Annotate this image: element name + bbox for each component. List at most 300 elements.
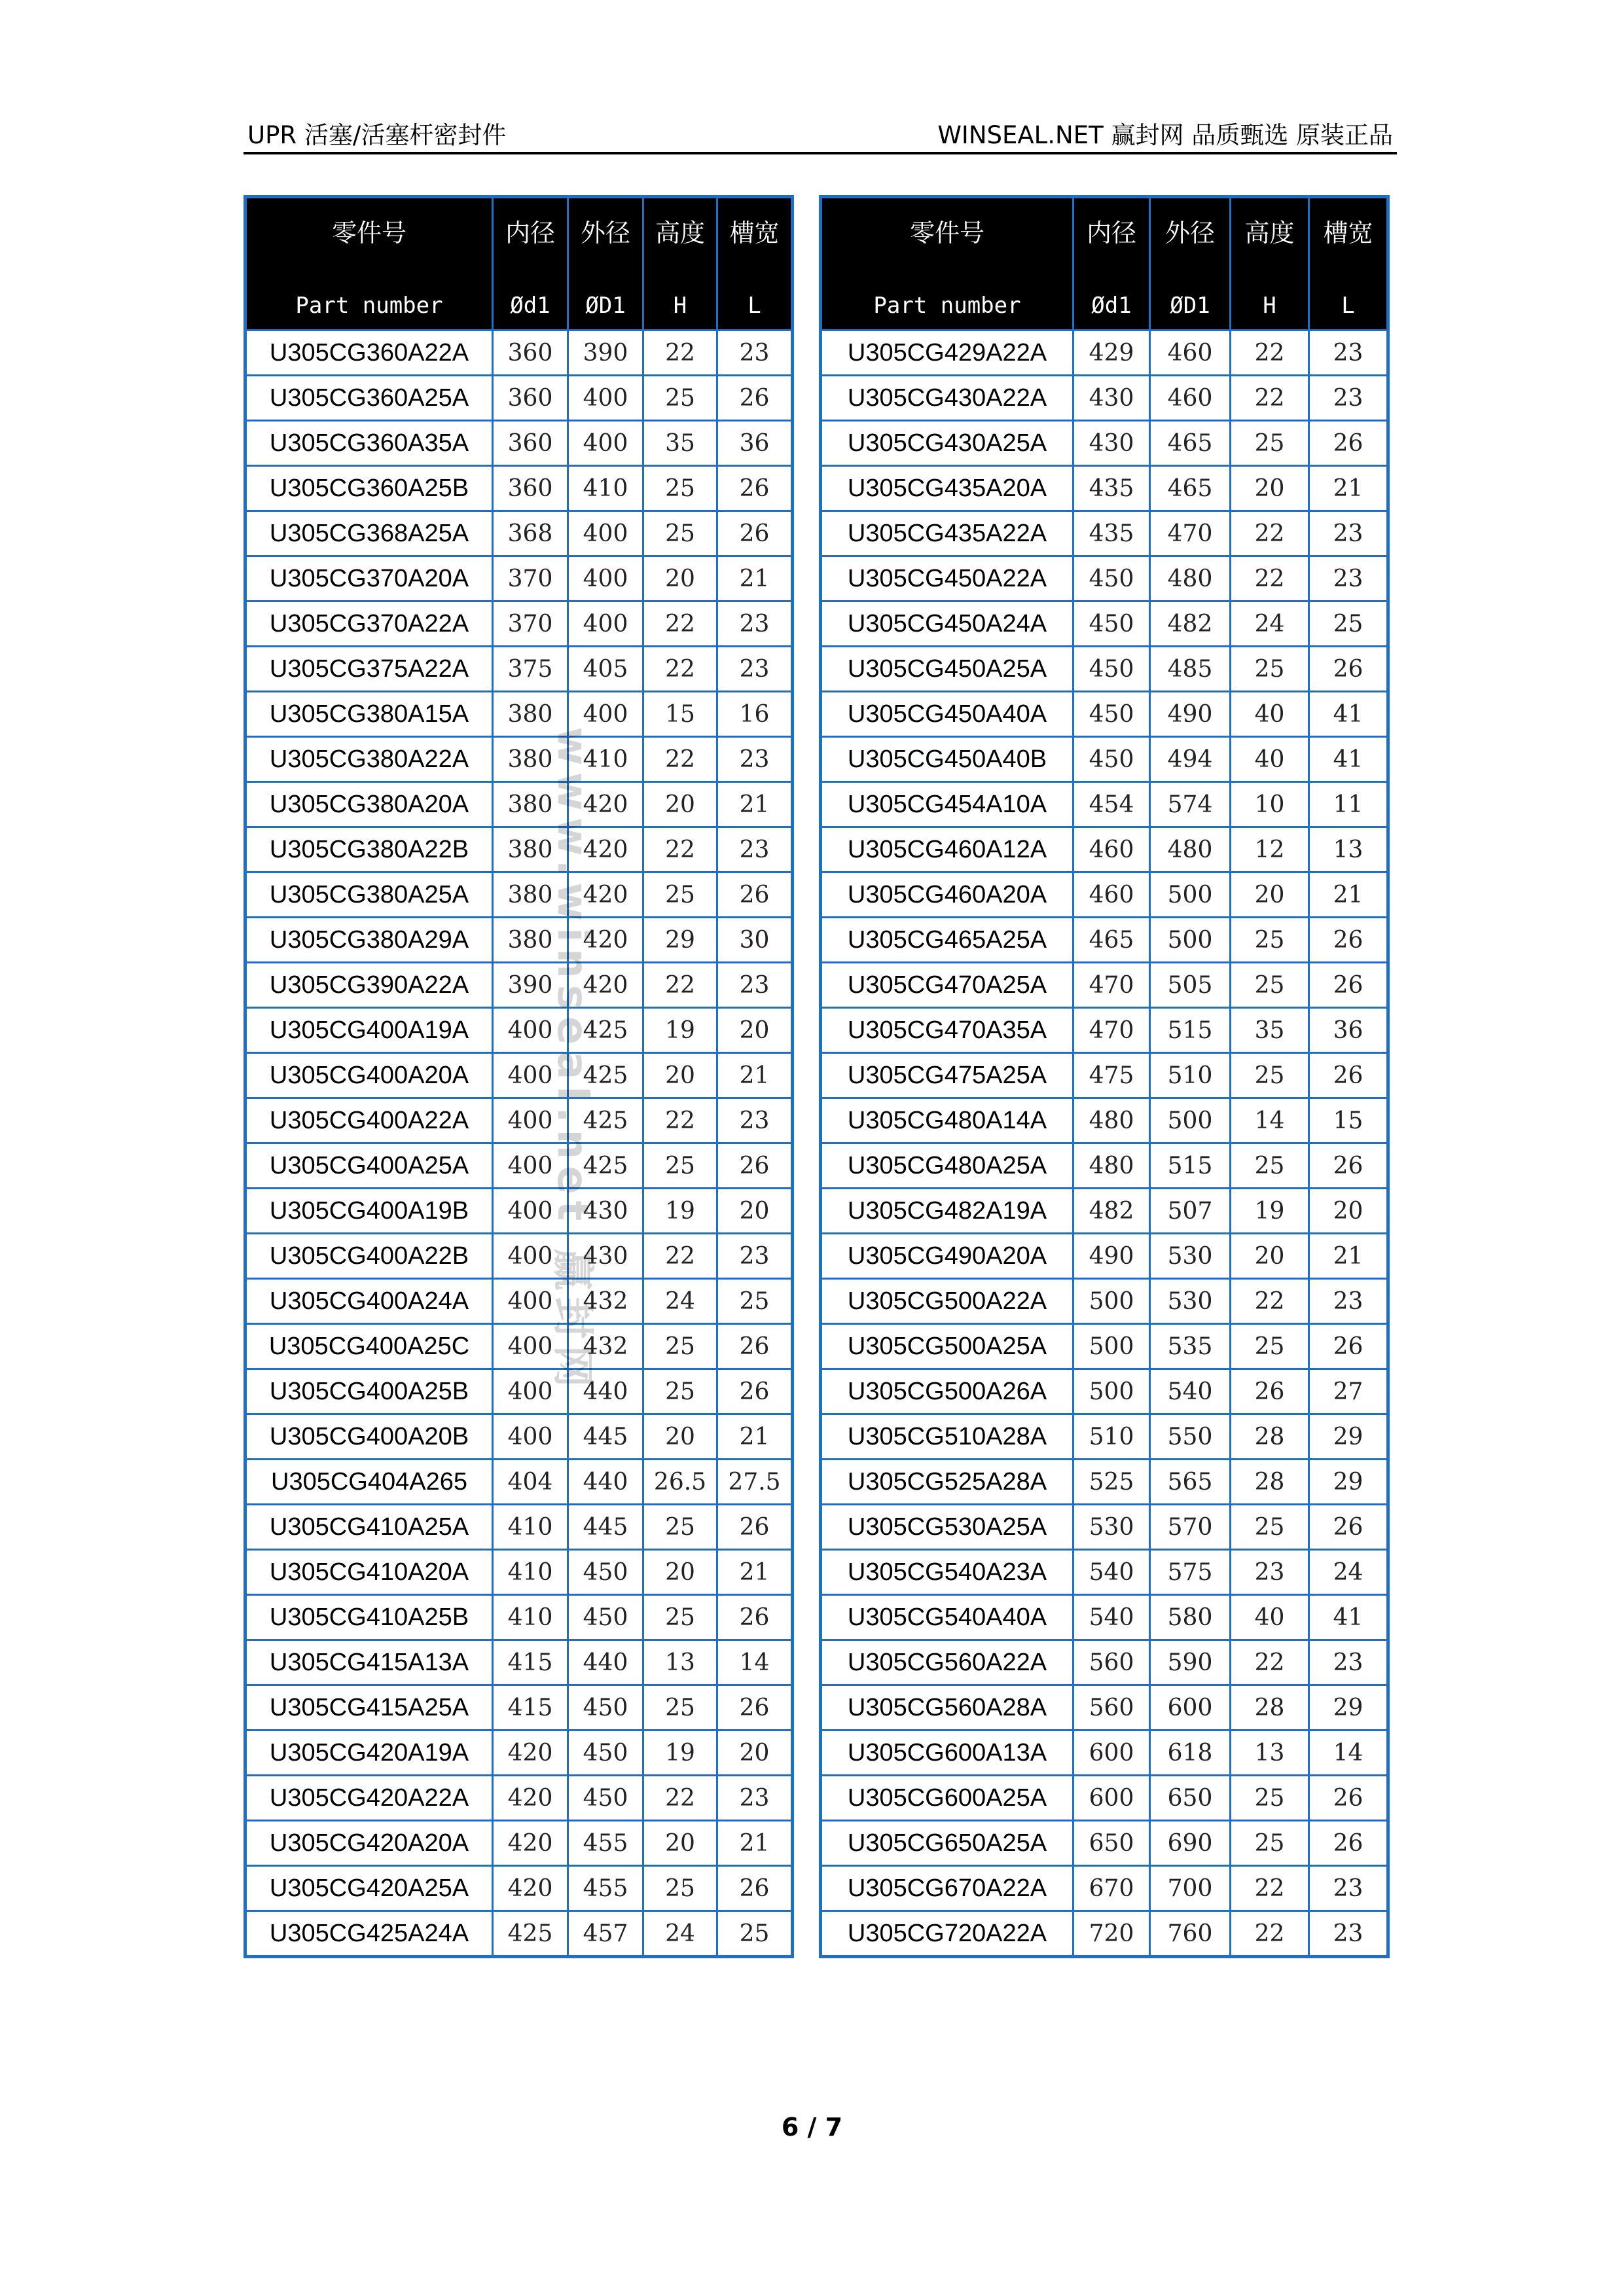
dimension-cell: 22	[643, 647, 717, 692]
dimension-cell: 410	[568, 466, 643, 511]
dimension-cell: 505	[1150, 963, 1231, 1008]
table-header-row	[245, 197, 793, 331]
dimension-cell: 22	[1231, 1279, 1309, 1324]
dimension-cell: 25	[643, 1143, 717, 1189]
dimension-cell: 26	[717, 1324, 793, 1369]
column-header-cn: 内径	[1086, 219, 1136, 247]
dimension-cell: 575	[1150, 1550, 1231, 1595]
dimension-cell: 400	[568, 601, 643, 647]
dimension-cell: 24	[643, 1279, 717, 1324]
dimension-cell: 390	[568, 331, 643, 376]
dimension-cell: 445	[568, 1505, 643, 1550]
dimension-cell: 420	[493, 1776, 568, 1821]
dimension-cell: 432	[568, 1279, 643, 1324]
dimension-cell: 23	[717, 1234, 793, 1279]
dimension-cell: 400	[493, 1053, 568, 1098]
column-header	[1150, 197, 1231, 331]
table-row	[245, 1505, 793, 1550]
dimension-cell: 400	[493, 1234, 568, 1279]
table-row	[821, 1685, 1388, 1731]
part-number-cell: U305CG420A22A	[245, 1776, 493, 1821]
table-row	[821, 782, 1388, 827]
dimension-cell: 14	[1231, 1098, 1309, 1143]
dimension-cell: 25	[1231, 1053, 1309, 1098]
part-number-cell: U305CG400A19B	[245, 1189, 493, 1234]
dimension-cell: 670	[1074, 1866, 1150, 1911]
dimension-cell: 570	[1150, 1505, 1231, 1550]
dimension-cell: 22	[643, 737, 717, 782]
dimension-cell: 360	[493, 466, 568, 511]
dimension-cell: 500	[1150, 918, 1231, 963]
dimension-cell: 420	[568, 827, 643, 872]
table-row	[821, 918, 1388, 963]
part-number-cell: U305CG435A22A	[821, 511, 1074, 556]
dimension-cell: 480	[1074, 1143, 1150, 1189]
dimension-cell: 22	[1231, 556, 1309, 601]
dimension-cell: 400	[568, 692, 643, 737]
table-row	[821, 692, 1388, 737]
column-header-cn: 高度	[655, 219, 705, 247]
dimension-cell: 465	[1074, 918, 1150, 963]
table-row	[821, 466, 1388, 511]
table-row	[821, 1460, 1388, 1505]
dimension-cell: 380	[493, 918, 568, 963]
part-number-cell: U305CG400A25B	[245, 1369, 493, 1414]
dimension-cell: 26	[717, 1143, 793, 1189]
dimension-cell: 25	[1231, 1505, 1309, 1550]
table-row	[245, 1550, 793, 1595]
dimension-cell: 26	[1309, 1821, 1388, 1866]
dimension-cell: 720	[1074, 1911, 1150, 1957]
dimension-cell: 450	[1074, 601, 1150, 647]
dimension-cell: 22	[1231, 1640, 1309, 1685]
dimension-cell: 432	[568, 1324, 643, 1369]
column-header-en: ØD1	[1170, 293, 1210, 319]
dimension-cell: 21	[717, 1821, 793, 1866]
column-header	[1074, 197, 1150, 331]
part-number-cell: U305CG404A265	[245, 1460, 493, 1505]
dimension-cell: 40	[1231, 692, 1309, 737]
dimension-cell: 410	[568, 737, 643, 782]
dimension-cell: 485	[1150, 647, 1231, 692]
dimension-cell: 400	[568, 421, 643, 466]
dimension-cell: 22	[643, 1098, 717, 1143]
column-header	[568, 197, 643, 331]
column-header-en: ØD1	[585, 293, 626, 319]
dimension-cell: 20	[1309, 1189, 1388, 1234]
dimension-cell: 14	[717, 1640, 793, 1685]
dimension-cell: 404	[493, 1460, 568, 1505]
dimension-cell: 430	[568, 1189, 643, 1234]
dimension-cell: 460	[1074, 872, 1150, 918]
dimension-cell: 25	[1309, 601, 1388, 647]
dimension-cell: 20	[717, 1008, 793, 1053]
dimension-cell: 405	[568, 647, 643, 692]
dimension-cell: 507	[1150, 1189, 1231, 1234]
part-number-cell: U305CG454A10A	[821, 782, 1074, 827]
dimension-cell: 19	[643, 1008, 717, 1053]
table-row	[821, 1234, 1388, 1279]
dimension-cell: 420	[568, 918, 643, 963]
table-row	[245, 556, 793, 601]
dimension-cell: 28	[1231, 1414, 1309, 1460]
table-row	[245, 1685, 793, 1731]
dimension-cell: 25	[717, 1911, 793, 1957]
dimension-cell: 25	[1231, 1776, 1309, 1821]
table-row	[245, 331, 793, 376]
dimension-cell: 27.5	[717, 1460, 793, 1505]
table-row	[821, 556, 1388, 601]
dimension-cell: 415	[493, 1640, 568, 1685]
dimension-cell: 30	[717, 918, 793, 963]
part-number-cell: U305CG475A25A	[821, 1053, 1074, 1098]
dimension-cell: 425	[568, 1143, 643, 1189]
column-header-cn: 零件号	[909, 219, 984, 247]
dimension-cell: 465	[1150, 421, 1231, 466]
dimension-cell: 26	[717, 1595, 793, 1640]
table-row	[245, 918, 793, 963]
table-row	[245, 1053, 793, 1098]
part-number-cell: U305CG470A35A	[821, 1008, 1074, 1053]
dimension-cell: 425	[493, 1911, 568, 1957]
column-header	[821, 197, 1074, 331]
dimension-cell: 540	[1074, 1550, 1150, 1595]
dimension-cell: 25	[1231, 1821, 1309, 1866]
dimension-cell: 515	[1150, 1143, 1231, 1189]
part-number-cell: U305CG400A20B	[245, 1414, 493, 1460]
dimension-cell: 650	[1074, 1821, 1150, 1866]
part-number-cell: U305CG380A22B	[245, 827, 493, 872]
part-number-cell: U305CG670A22A	[821, 1866, 1074, 1911]
part-number-cell: U305CG480A14A	[821, 1098, 1074, 1143]
dimension-cell: 410	[493, 1595, 568, 1640]
dimension-cell: 26	[1231, 1369, 1309, 1414]
dimension-cell: 560	[1074, 1640, 1150, 1685]
table-row	[821, 737, 1388, 782]
dimension-cell: 618	[1150, 1731, 1231, 1776]
dimension-cell: 400	[493, 1008, 568, 1053]
dimension-cell: 600	[1074, 1731, 1150, 1776]
part-number-cell: U305CG400A20A	[245, 1053, 493, 1098]
column-header	[493, 197, 568, 331]
part-number-cell: U305CG380A15A	[245, 692, 493, 737]
dimension-cell: 465	[1150, 466, 1231, 511]
dimension-cell: 20	[643, 1821, 717, 1866]
table-row	[245, 1098, 793, 1143]
dimension-cell: 430	[568, 1234, 643, 1279]
dimension-cell: 25	[1231, 421, 1309, 466]
part-number-cell: U305CG482A19A	[821, 1189, 1074, 1234]
column-header-en: H	[1263, 293, 1276, 319]
dimension-cell: 20	[1231, 466, 1309, 511]
part-number-cell: U305CG368A25A	[245, 511, 493, 556]
dimension-cell: 574	[1150, 782, 1231, 827]
table-row	[821, 1595, 1388, 1640]
dimension-cell: 24	[643, 1911, 717, 1957]
dimension-cell: 23	[1309, 1640, 1388, 1685]
part-number-cell: U305CG360A35A	[245, 421, 493, 466]
dimension-cell: 21	[1309, 466, 1388, 511]
part-number-cell: U305CG420A19A	[245, 1731, 493, 1776]
dimension-cell: 15	[1309, 1098, 1388, 1143]
dimension-cell: 535	[1150, 1324, 1231, 1369]
table-row	[821, 1776, 1388, 1821]
dimension-cell: 515	[1150, 1008, 1231, 1053]
part-number-cell: U305CG600A13A	[821, 1731, 1074, 1776]
column-header-cn: 零件号	[331, 219, 406, 247]
dimension-cell: 380	[493, 737, 568, 782]
dimension-cell: 35	[643, 421, 717, 466]
table-row	[821, 1189, 1388, 1234]
part-number-cell: U305CG430A22A	[821, 376, 1074, 421]
dimension-cell: 20	[643, 1053, 717, 1098]
table-row	[821, 1324, 1388, 1369]
dimension-cell: 26	[1309, 1324, 1388, 1369]
dimension-cell: 21	[717, 1550, 793, 1595]
table-row	[245, 1008, 793, 1053]
part-number-cell: U305CG360A25A	[245, 376, 493, 421]
dimension-cell: 460	[1074, 827, 1150, 872]
dimension-cell: 15	[643, 692, 717, 737]
table-header-row	[821, 197, 1388, 331]
part-number-cell: U305CG560A28A	[821, 1685, 1074, 1731]
dimension-cell: 26	[1309, 421, 1388, 466]
dimension-cell: 530	[1150, 1279, 1231, 1324]
dimension-cell: 425	[568, 1008, 643, 1053]
table-row	[245, 421, 793, 466]
dimension-cell: 25	[643, 376, 717, 421]
dimension-cell: 25	[1231, 963, 1309, 1008]
column-header	[1231, 197, 1309, 331]
column-header-cn: 外径	[580, 219, 630, 247]
part-number-cell: U305CG400A22B	[245, 1234, 493, 1279]
table-row	[245, 1143, 793, 1189]
part-number-cell: U305CG490A20A	[821, 1234, 1074, 1279]
dimension-cell: 450	[1074, 692, 1150, 737]
dimension-cell: 400	[493, 1279, 568, 1324]
part-number-cell: U305CG380A20A	[245, 782, 493, 827]
column-header	[643, 197, 717, 331]
dimension-cell: 21	[717, 782, 793, 827]
dimension-cell: 22	[1231, 331, 1309, 376]
table-row	[245, 466, 793, 511]
part-number-cell: U305CG500A25A	[821, 1324, 1074, 1369]
dimension-cell: 41	[1309, 692, 1388, 737]
part-number-cell: U305CG390A22A	[245, 963, 493, 1008]
dimension-cell: 400	[568, 376, 643, 421]
dimension-cell: 20	[717, 1731, 793, 1776]
dimension-cell: 420	[493, 1731, 568, 1776]
dimension-cell: 41	[1309, 1595, 1388, 1640]
dimension-cell: 440	[568, 1460, 643, 1505]
part-number-cell: U305CG360A22A	[245, 331, 493, 376]
dimension-cell: 450	[1074, 737, 1150, 782]
table-row	[245, 782, 793, 827]
dimension-cell: 26	[717, 1866, 793, 1911]
table-row	[821, 421, 1388, 466]
part-number-cell: U305CG420A20A	[245, 1821, 493, 1866]
dimension-cell: 23	[717, 331, 793, 376]
table-row	[821, 1279, 1388, 1324]
part-number-cell: U305CG415A25A	[245, 1685, 493, 1731]
part-number-cell: U305CG410A25B	[245, 1595, 493, 1640]
column-header-en: H	[673, 293, 687, 319]
dimension-cell: 440	[568, 1369, 643, 1414]
dimension-cell: 20	[643, 1414, 717, 1460]
dimension-cell: 25	[643, 872, 717, 918]
table-row	[821, 647, 1388, 692]
table-row	[245, 647, 793, 692]
dimension-cell: 370	[493, 601, 568, 647]
part-number-cell: U305CG600A25A	[821, 1776, 1074, 1821]
dimension-cell: 530	[1150, 1234, 1231, 1279]
dimension-cell: 21	[1309, 872, 1388, 918]
table-row	[821, 1911, 1388, 1957]
dimension-cell: 23	[717, 1776, 793, 1821]
dimension-cell: 370	[493, 556, 568, 601]
dimension-cell: 450	[568, 1776, 643, 1821]
dimension-cell: 25	[717, 1279, 793, 1324]
part-number-cell: U305CG460A20A	[821, 872, 1074, 918]
part-number-cell: U305CG360A25B	[245, 466, 493, 511]
dimension-cell: 21	[717, 1053, 793, 1098]
dimension-cell: 26	[1309, 918, 1388, 963]
dimension-cell: 23	[1309, 1279, 1388, 1324]
dimension-cell: 455	[568, 1821, 643, 1866]
dimension-cell: 23	[1309, 511, 1388, 556]
part-number-cell: U305CG540A23A	[821, 1550, 1074, 1595]
dimension-cell: 23	[717, 601, 793, 647]
dimension-cell: 25	[1231, 918, 1309, 963]
table-row	[821, 1550, 1388, 1595]
dimension-cell: 550	[1150, 1414, 1231, 1460]
column-header-en: Part number	[295, 293, 443, 319]
dimension-cell: 450	[1074, 647, 1150, 692]
dimension-cell: 21	[717, 1414, 793, 1460]
dimension-cell: 415	[493, 1685, 568, 1731]
dimension-cell: 19	[643, 1731, 717, 1776]
part-number-cell: U305CG410A25A	[245, 1505, 493, 1550]
dimension-cell: 410	[493, 1550, 568, 1595]
dimension-cell: 29	[643, 918, 717, 963]
dimension-cell: 22	[1231, 1911, 1309, 1957]
dimension-cell: 490	[1074, 1234, 1150, 1279]
part-number-cell: U305CG530A25A	[821, 1505, 1074, 1550]
dimension-cell: 20	[1231, 1234, 1309, 1279]
dimension-cell: 22	[643, 1234, 717, 1279]
dimension-cell: 480	[1150, 556, 1231, 601]
dimension-cell: 400	[493, 1189, 568, 1234]
dimension-cell: 41	[1309, 737, 1388, 782]
dimension-cell: 400	[568, 556, 643, 601]
column-header-cn: 内径	[505, 219, 555, 247]
dimension-cell: 16	[717, 692, 793, 737]
table-row	[245, 963, 793, 1008]
table-row	[821, 1414, 1388, 1460]
dimension-cell: 25	[643, 1685, 717, 1731]
dimension-cell: 400	[493, 1143, 568, 1189]
dimension-cell: 430	[1074, 421, 1150, 466]
dimension-cell: 560	[1074, 1685, 1150, 1731]
dimension-cell: 494	[1150, 737, 1231, 782]
column-header-en: Ød1	[1091, 293, 1132, 319]
dimension-cell: 23	[1309, 1911, 1388, 1957]
dimension-cell: 600	[1150, 1685, 1231, 1731]
dimension-cell: 25	[1231, 1324, 1309, 1369]
dimension-cell: 13	[643, 1640, 717, 1685]
part-number-cell: U305CG380A29A	[245, 918, 493, 963]
dimension-cell: 380	[493, 782, 568, 827]
part-number-cell: U305CG650A25A	[821, 1821, 1074, 1866]
part-number-cell: U305CG420A25A	[245, 1866, 493, 1911]
dimension-cell: 26	[717, 872, 793, 918]
dimension-cell: 26	[717, 511, 793, 556]
dimension-cell: 400	[493, 1369, 568, 1414]
dimension-cell: 360	[493, 331, 568, 376]
dimension-cell: 425	[568, 1053, 643, 1098]
dimension-cell: 40	[1231, 737, 1309, 782]
table-row	[821, 601, 1388, 647]
dimension-cell: 20	[643, 782, 717, 827]
table-row	[245, 1189, 793, 1234]
dimension-cell: 482	[1074, 1189, 1150, 1234]
part-number-cell: U305CG450A40B	[821, 737, 1074, 782]
table-row	[821, 1053, 1388, 1098]
part-number-cell: U305CG450A22A	[821, 556, 1074, 601]
part-number-cell: U305CG415A13A	[245, 1640, 493, 1685]
dimension-cell: 420	[568, 963, 643, 1008]
dimension-cell: 380	[493, 872, 568, 918]
dimension-cell: 29	[1309, 1414, 1388, 1460]
column-header	[1309, 197, 1388, 331]
dimension-cell: 23	[1309, 556, 1388, 601]
table-row	[245, 1369, 793, 1414]
dimension-cell: 19	[643, 1189, 717, 1234]
dimension-cell: 510	[1150, 1053, 1231, 1098]
part-number-cell: U305CG380A25A	[245, 872, 493, 918]
dimension-cell: 23	[717, 827, 793, 872]
table-row	[245, 1776, 793, 1821]
column-header-en: Ød1	[510, 293, 550, 319]
part-number-cell: U305CG500A26A	[821, 1369, 1074, 1414]
table-row	[245, 1731, 793, 1776]
dimension-cell: 19	[1231, 1189, 1309, 1234]
part-number-cell: U305CG400A19A	[245, 1008, 493, 1053]
dimension-cell: 368	[493, 511, 568, 556]
dimension-cell: 27	[1309, 1369, 1388, 1414]
table-row	[245, 1866, 793, 1911]
table-row	[821, 1821, 1388, 1866]
column-header-en: L	[1341, 293, 1355, 319]
table-row	[821, 963, 1388, 1008]
part-number-cell: U305CG400A24A	[245, 1279, 493, 1324]
table-row	[245, 1414, 793, 1460]
parts-table-right	[819, 195, 1390, 1958]
part-number-cell: U305CG450A40A	[821, 692, 1074, 737]
dimension-cell: 565	[1150, 1460, 1231, 1505]
dimension-cell: 590	[1150, 1640, 1231, 1685]
dimension-cell: 435	[1074, 511, 1150, 556]
table-row	[821, 1866, 1388, 1911]
part-number-cell: U305CG450A25A	[821, 647, 1074, 692]
table-row	[245, 692, 793, 737]
dimension-cell: 450	[568, 1731, 643, 1776]
table-row	[245, 511, 793, 556]
part-number-cell: U305CG400A22A	[245, 1098, 493, 1143]
table-row	[245, 1234, 793, 1279]
dimension-cell: 390	[493, 963, 568, 1008]
table-row	[821, 1369, 1388, 1414]
